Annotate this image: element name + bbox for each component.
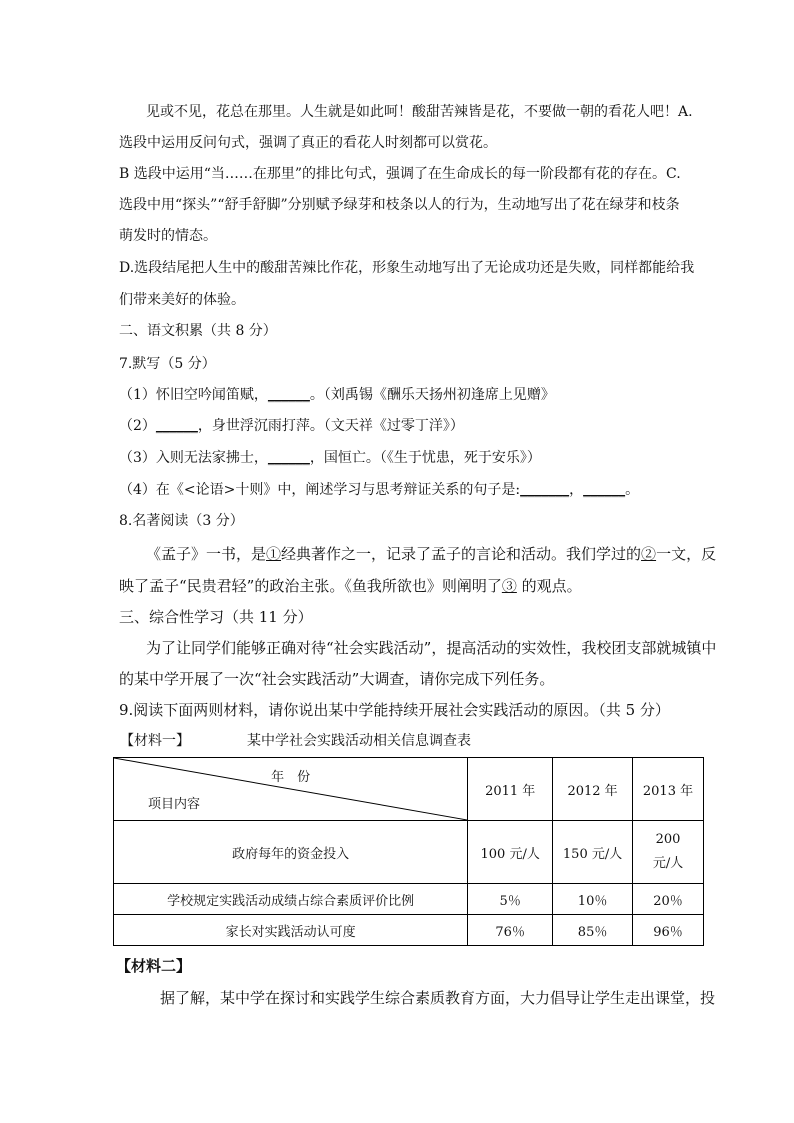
header-year-2013: 2013 年 [633, 758, 704, 821]
row-value: 20％ [633, 884, 704, 915]
q7-item-4: （4）在《<论语>十则》中，阐述学习与思考辩证关系的句子是:_______，______。 [119, 482, 640, 498]
q8-line1: 《孟子》一书，是①经典著作之一，记录了孟子的言论和活动。我们学过的②一文，反 [146, 545, 717, 563]
section3-intro-2: 的某中学开展了一次“社会实践活动”大调查，请你完成下列任务。 [119, 670, 555, 688]
q6-line2: 选段中运用反问句式，强调了真正的看花人时刻都可以赏花。 [119, 135, 497, 151]
q9-title: 9.阅读下面两则材料，请你说出某中学能持续开展社会实践活动的原因。（共 5 分） [119, 701, 670, 719]
q6-line6: D.选段结尾把人生中的酸甜苦辣比作花，形象生动地写出了无论成功还是失败，同样都能给 我 [119, 260, 695, 276]
header-year-2012: 2012 年 [553, 758, 633, 821]
header-item-label: 项目内容 [148, 797, 201, 812]
row-value: 85％ [553, 915, 633, 946]
section2-title: 二、语文积累（共 8 分） [119, 323, 277, 339]
material2-label: 【材料二】 [116, 957, 192, 975]
q7-item-2: （2）______，身世浮沉雨打萍。（文天祥《过零丁洋》） [119, 418, 464, 434]
q6-line1: 见或不见，花总在那里。人生就是如此呵！酸甜苦辣皆是花，不要做一朝的看花人吧！ A. [146, 104, 693, 120]
row-item: 家长对实践活动认可度 [114, 915, 468, 946]
row-value: 150 元/人 [553, 821, 633, 884]
q8-mark-3: ③ [501, 577, 517, 595]
row-item: 政府每年的资金投入 [114, 821, 468, 884]
row-value: 10％ [553, 884, 633, 915]
table-row [114, 915, 704, 946]
q6-line7: 们带来美好的体验。 [119, 292, 245, 308]
row-value: 96％ [633, 915, 704, 946]
row-value: 100 元/人 [468, 821, 553, 884]
q8-title: 8.名著阅读（3 分） [119, 513, 244, 529]
q7-item-3: （3）入则无法家拂士，______，国恒亡。（《生于忧患，死于安乐》） [119, 450, 541, 466]
q7-title: 7.默写（5 分） [119, 356, 216, 372]
survey-table [113, 757, 704, 946]
q6-line3: B 选段中运用“当……在那里”的排比句式，强调了在生命成长的每一阶段都有花的存在。C. [119, 166, 681, 182]
table-row [114, 884, 704, 915]
material1-title: 某中学社会实践活动相关信息调查表 [247, 733, 471, 749]
material2-line1: 据了解，某中学在探讨和实践学生综合素质教育方面，大力倡导让学生走出课堂，投 [160, 989, 716, 1007]
material1-label: 【材料一】 [120, 733, 190, 749]
q8-mark-2: ② [641, 545, 657, 563]
table-row [114, 821, 704, 884]
q7-item-1: （1）怀旧空吟闻笛赋，______。（刘禹锡《酬乐天扬州初逢席上见赠》 [119, 387, 555, 403]
row-value: 76％ [468, 915, 553, 946]
row-value: 5％ [468, 884, 553, 915]
header-year-label: 年 份 [271, 770, 311, 785]
row-value: 200 元/人 [633, 821, 704, 884]
q8-mark-1: ① [266, 545, 282, 563]
table-header-row [114, 758, 704, 821]
section3-title: 三、综合性学习（共 11 分） [119, 608, 313, 626]
section3-intro-1: 为了让同学们能够正确对待“社会实践活动”，提高活动的实效性，我校团支部就城镇中 [146, 639, 717, 657]
q8-line2: 映了孟子“民贵君轻”的政治主张。《鱼我所欲也》则阐明了③ 的观点。 [119, 577, 582, 595]
q6-line5: 萌发时的情态。 [119, 228, 217, 244]
q6-line4: 选段中用“探头”“舒手舒脚”分别赋予绿芽和枝条以人的行为，生动地写出了花在绿芽和枝条 [119, 197, 680, 213]
row-item: 学校规定实践活动成绩占综合素质评价比例 [114, 884, 468, 915]
header-year-2011: 2011 年 [468, 758, 553, 821]
table-header-diagonal-cell [114, 758, 468, 821]
